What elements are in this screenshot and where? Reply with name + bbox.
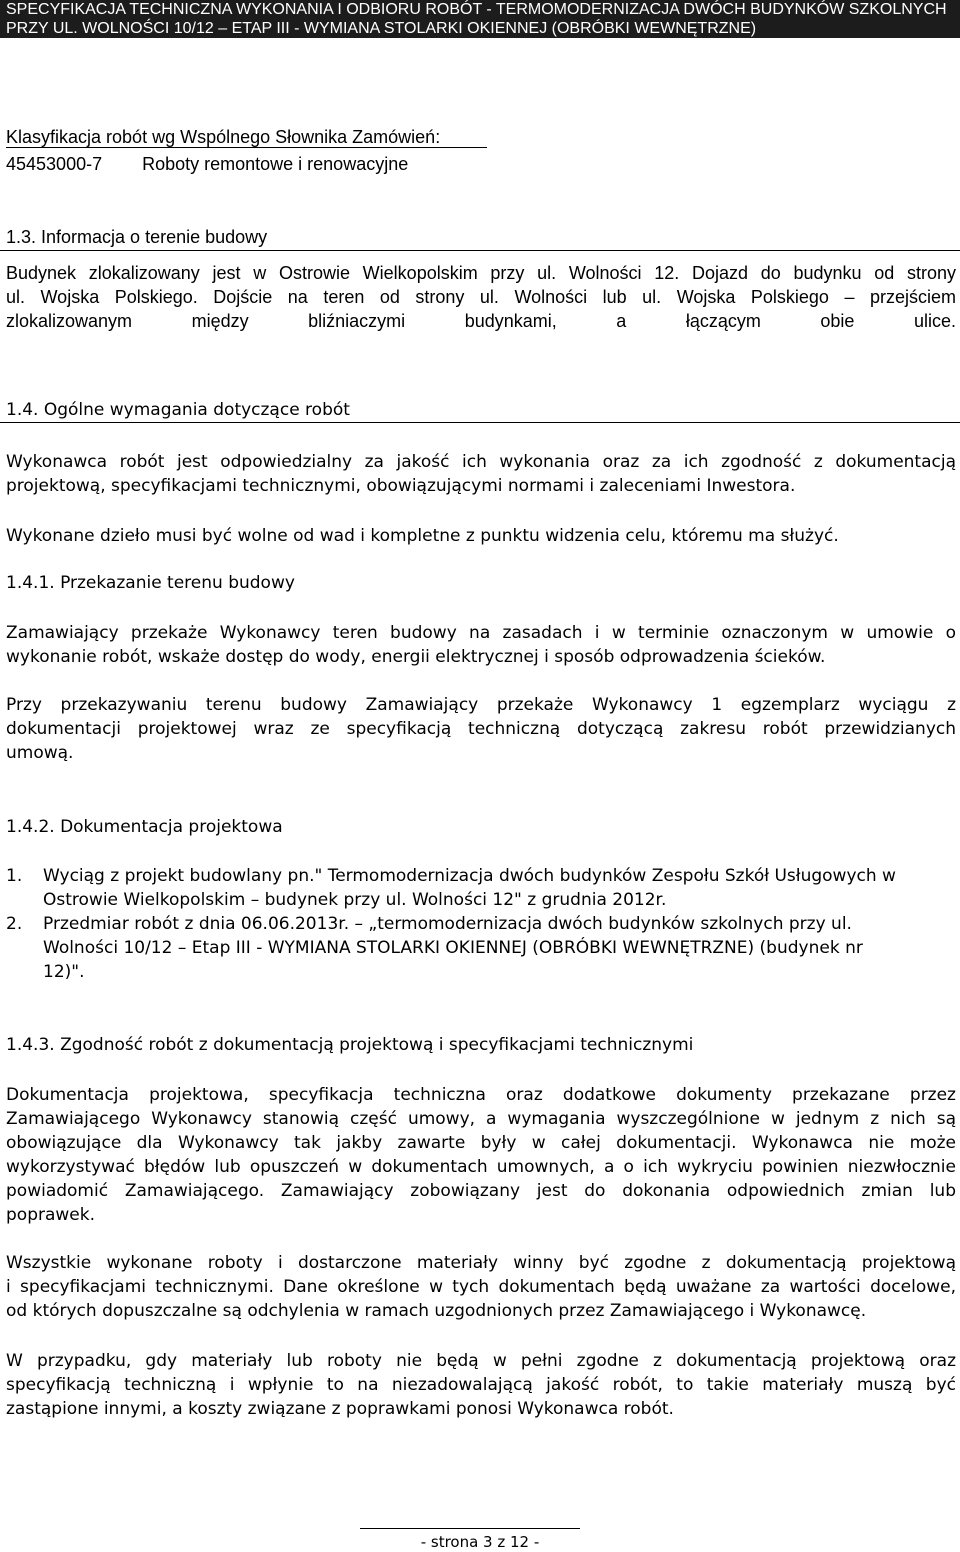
s143-p3-line-2: specyfikacją techniczną i wpłynie to na niezadowalającą jakość robót, to takie materiały muszą być <box>6 1375 956 1395</box>
cpv-heading-underline <box>6 147 487 148</box>
s143-p1-line-1: Dokumentacja projektowa, specyfikacja techniczna oraz dodatkowe dokumenty przekazane przez <box>6 1085 956 1105</box>
s14-p1-line-2: projektową, specyfikacjami technicznymi, obowiązującymi normami i zaleceniami Inwestora. <box>6 476 796 496</box>
cpv-description: Roboty remontowe i renowacyjne <box>142 154 409 174</box>
s141-p2-line-1: Przy przekazywaniu terenu budowy Zamawiający przekaże Wykonawcy 1 egzemplarz wyciągu z <box>6 695 956 715</box>
section-1-3-heading: 1.3. Informacja o terenie budowy <box>6 227 268 247</box>
section-1-4-2-heading: 1.4.2. Dokumentacja projektowa <box>6 817 283 837</box>
s141-p1-line-1: Zamawiający przekaże Wykonawcy teren budowy na zasadach i w terminie oznaczonym w umowie o <box>6 623 956 643</box>
list-item-line: Przedmiar robót z dnia 06.06.2013r. – „termomodernizacja dwóch budynków szkolnych przy ul. <box>43 914 852 934</box>
section-1-4-heading: 1.4. Ogólne wymagania dotyczące robót <box>6 400 350 420</box>
page-number: - strona 3 z 12 - <box>420 1533 540 1551</box>
s13-line-2: ul. Wojska Polskiego. Dojście na teren od strony ul. Wolności lub ul. Wojska Polskiego – przejściem <box>6 287 956 307</box>
s143-p2-line-2: i specyfikacjami technicznymi. Dane określone w tych dokumentach będą uważane za wartości docelowe, <box>6 1277 956 1297</box>
list-item-number: 1. <box>6 866 23 886</box>
section-1-4-1-paragraph-1 <box>6 621 956 669</box>
section-1-3-paragraph <box>6 261 956 333</box>
s143-p1-line-3: obowiązujące dla Wykonawcy tak jakby zawarte były w całej dokumentacji. Wykonawca nie może <box>6 1133 956 1153</box>
s143-p2-line-1: Wszystkie wykonane roboty i dostarczone materiały winny być zgodne z dokumentacją projektową <box>6 1253 956 1273</box>
section-1-4-rule <box>0 422 960 423</box>
cpv-heading: Klasyfikacja robót wg Wspólnego Słownika Zamówień: <box>6 127 441 147</box>
section-1-4-paragraph-1 <box>6 450 956 498</box>
s143-p3-line-3: zastąpione innymi, a koszty związane z poprawkami ponosi Wykonawca robót. <box>6 1399 674 1419</box>
s141-p2-line-2: dokumentacji projektowej wraz ze specyfikacją techniczną dotyczącą zakresu robót przewidzianych <box>6 719 956 739</box>
header-line-1: SPECYFIKACJA TECHNICZNA WYKONANIA I ODBIORU ROBÓT - TERMOMODERNIZACJA DWÓCH BUDYNKÓW SZKOLNYCH <box>6 1 947 18</box>
section-1-4-3-paragraph-3 <box>6 1349 956 1421</box>
s143-p1-line-2: Zamawiającego Wykonawcy stanowią część umowy, a wymagania wyszczególnione w jednym z nich są <box>6 1109 956 1129</box>
page-header <box>0 0 960 38</box>
s141-p2-line-3: umową. <box>6 743 74 763</box>
s143-p1-line-4: wykorzystywać błędów lub opuszczeń w dokumentach umownych, a o ich wykryciu powinien niezwłocznie <box>6 1157 956 1177</box>
list-item-line: Ostrowie Wielkopolskim – budynek przy ul. Wolności 12" z grudnia 2012r. <box>43 890 667 910</box>
list-item <box>6 912 956 984</box>
list-item-number: 2. <box>6 914 23 934</box>
section-1-4-paragraph-2: Wykonane dzieło musi być wolne od wad i kompletne z punktu widzenia celu, któremu ma służyć. <box>6 526 839 546</box>
s13-line-3: zlokalizowanym między bliźniaczymi budynkami, a łączącym obie ulice. <box>6 311 956 331</box>
s143-p2-line-3: od których dopuszczalne są odchylenia w ramach uzgodnionych przez Zamawiającego i Wykonawcę. <box>6 1301 867 1321</box>
list-item-line: 12)". <box>43 962 85 982</box>
s143-p1-line-5: powiadomić Zamawiającego. Zamawiający zobowiązany jest do dokonania odpowiednich zmian lub <box>6 1181 956 1201</box>
s14-p1-line-1: Wykonawca robót jest odpowiedzialny za jakość ich wykonania oraz za ich zgodność z dokumentacją <box>6 452 956 472</box>
s143-p1-line-6: poprawek. <box>6 1205 96 1225</box>
footer-rule <box>360 1528 580 1529</box>
s143-p3-line-1: W przypadku, gdy materiały lub roboty nie będą w pełni zgodne z dokumentacją projektową oraz <box>6 1351 956 1371</box>
list-item-line: Wyciąg z projekt budowlany pn." Termomodernizacja dwóch budynków Zespołu Szkół Usługowych w <box>43 866 896 886</box>
section-1-4-3-heading: 1.4.3. Zgodność robót z dokumentacją projektową i specyfikacjami technicznymi <box>6 1035 694 1055</box>
header-line-2: PRZY UL. WOLNOŚCI 10/12 – ETAP III - WYMIANA STOLARKI OKIENNEJ (OBRÓBKI WEWNĘTRZNE) <box>6 20 757 37</box>
section-1-4-1-paragraph-2 <box>6 693 956 765</box>
section-1-4-3-paragraph-2 <box>6 1251 956 1323</box>
section-1-4-1-heading: 1.4.1. Przekazanie terenu budowy <box>6 573 295 593</box>
cpv-code: 45453000-7 <box>6 154 103 174</box>
cpv-entry <box>6 152 956 176</box>
section-1-3-rule <box>0 250 960 251</box>
list-item-line: Wolności 10/12 – Etap III - WYMIANA STOLARKI OKIENNEJ (OBRÓBKI WEWNĘTRZNE) (budynek nr <box>43 938 863 958</box>
s13-line-1: Budynek zlokalizowany jest w Ostrowie Wielkopolskim przy ul. Wolności 12. Dojazd do budynku od strony <box>6 263 956 283</box>
section-1-4-3-paragraph-1 <box>6 1083 956 1227</box>
list-item <box>6 864 956 912</box>
documentation-list <box>6 864 956 984</box>
s141-p1-line-2: wykonanie robót, wskaże dostęp do wody, energii elektrycznej i sposób odprowadzenia ścieków. <box>6 647 826 667</box>
